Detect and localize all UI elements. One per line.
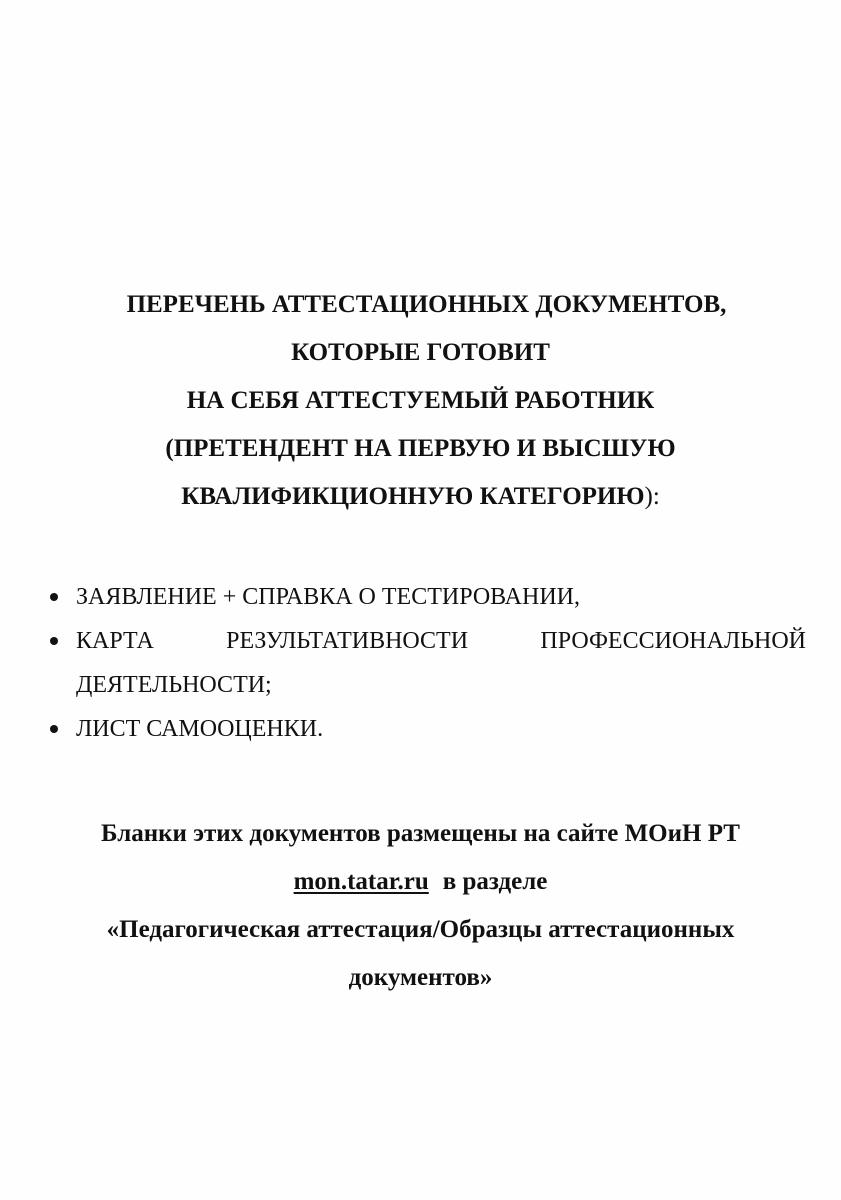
list-item-text: ЗАЯВЛЕНИЕ + СПРАВКА О ТЕСТИРОВАНИИ, [76,584,580,610]
list-item-text: ЛИСТ САМООЦЕНКИ. [76,716,324,742]
footer-line-3: «Педагогическая аттестация/Образцы аттестационных [106,916,735,943]
bullet-icon [50,725,58,733]
list-item-text: КАРТА РЕЗУЛЬТАТИВНОСТИ ПРОФЕССИОНАЛЬНОЙ ДЕЯТЕЛЬНОСТИ; [76,628,806,698]
footer-note [0,810,841,1002]
list-item [46,707,806,751]
footer-line-1: Бланки этих документов размещены на сайте МОиН РТ [101,820,740,847]
heading-line-5 [0,473,841,521]
bullet-icon [50,637,58,645]
heading-line-1: ПЕРЕЧЕНЬ АТТЕСТАЦИОННЫХ ДОКУМЕНТОВ, [126,291,727,318]
heading-line-5-text: КВАЛИФИКЦИОННУЮ КАТЕГОРИЮ [181,483,645,510]
footer-line-2 [0,858,841,906]
heading-line-4: (ПРЕТЕНДЕНТ НА ПЕРВУЮ И ВЫСШУЮ [165,435,676,462]
bullet-icon [50,593,58,601]
heading-line-2: КОТОРЫЕ ГОТОВИТ [291,339,550,366]
document-heading [0,281,841,521]
list-item [46,575,806,619]
section-text: в разделе [442,868,548,895]
heading-line-5-suffix: ): [644,483,660,510]
document-list [46,575,806,751]
site-link[interactable]: mon.tatar.ru [293,868,429,895]
footer-line-4: документов» [348,964,493,991]
list-item [46,619,806,707]
heading-line-3: НА СЕБЯ АТТЕСТУЕМЫЙ РАБОТНИК [186,387,655,414]
